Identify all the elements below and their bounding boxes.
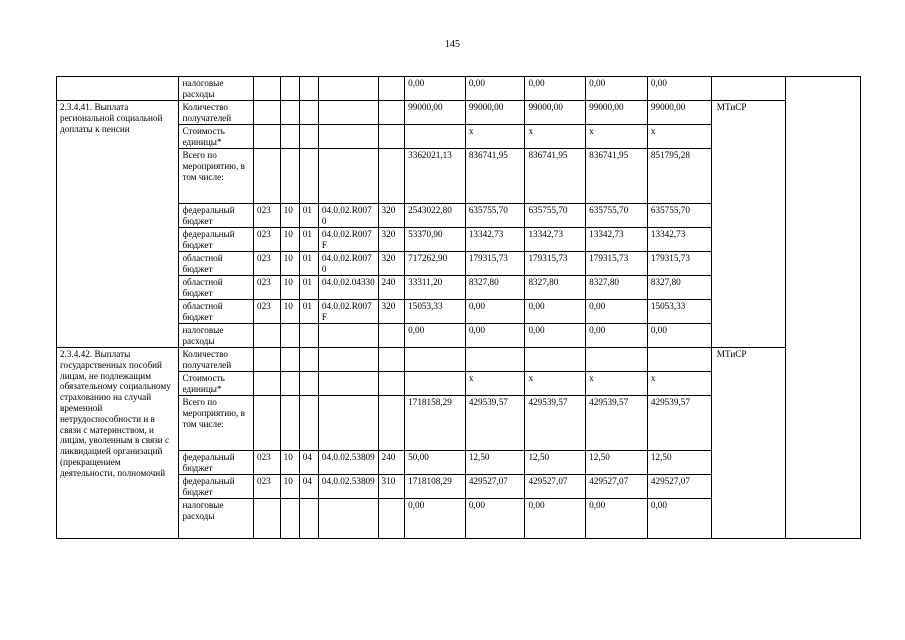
executor-cell xyxy=(711,77,786,101)
grbs-cell: 023 xyxy=(253,252,280,276)
indicator-cell: Всего по мероприятию, в том числе: xyxy=(179,396,254,451)
rz-cell: 10 xyxy=(280,276,299,300)
pr-cell xyxy=(299,77,318,101)
indicator-cell: федеральный бюджет xyxy=(179,475,254,499)
vr-cell xyxy=(378,125,405,149)
grbs-cell: 023 xyxy=(253,276,280,300)
indicator-cell: федеральный бюджет xyxy=(179,204,254,228)
pr-cell xyxy=(299,101,318,125)
year3-cell: 429539,57 xyxy=(586,396,648,451)
year3-cell: 99000,00 xyxy=(586,101,648,125)
csr-cell: 04.0.02.R0070 xyxy=(318,204,378,228)
grbs-cell xyxy=(253,324,280,348)
indicator-cell: областной бюджет xyxy=(179,300,254,324)
vr-cell xyxy=(378,499,405,539)
csr-cell xyxy=(318,348,378,372)
year3-cell: x xyxy=(586,372,648,396)
pr-cell: 01 xyxy=(299,252,318,276)
year4-cell: 635755,70 xyxy=(647,204,711,228)
program-table-wrapper xyxy=(56,76,861,539)
year3-cell: 0,00 xyxy=(586,300,648,324)
year3-cell: 0,00 xyxy=(586,77,648,101)
year1-cell: 99000,00 xyxy=(465,101,525,125)
year4-cell: 12,50 xyxy=(647,451,711,475)
vr-cell xyxy=(378,77,405,101)
rz-cell xyxy=(280,396,299,451)
rz-cell xyxy=(280,77,299,101)
year4-cell: 0,00 xyxy=(647,324,711,348)
grbs-cell: 023 xyxy=(253,228,280,252)
vr-cell xyxy=(378,149,405,204)
indicator-cell: федеральный бюджет xyxy=(179,451,254,475)
vr-cell xyxy=(378,324,405,348)
table-row xyxy=(57,101,861,125)
rz-cell xyxy=(280,125,299,149)
year1-cell: 429539,57 xyxy=(465,396,525,451)
year2-cell: 0,00 xyxy=(525,324,586,348)
pr-cell: 01 xyxy=(299,228,318,252)
rz-cell xyxy=(280,372,299,396)
total-cell: 50,00 xyxy=(405,451,466,475)
last-column-cell xyxy=(786,77,861,539)
year3-cell: 836741,95 xyxy=(586,149,648,204)
year1-cell: 0,00 xyxy=(465,499,525,539)
year1-cell: x xyxy=(465,125,525,149)
table-row xyxy=(57,77,861,101)
year3-cell: 12,50 xyxy=(586,451,648,475)
year1-cell: 0,00 xyxy=(465,324,525,348)
vr-cell xyxy=(378,396,405,451)
vr-cell: 320 xyxy=(378,300,405,324)
total-cell xyxy=(405,372,466,396)
program-table xyxy=(56,76,861,539)
year2-cell: 0,00 xyxy=(525,499,586,539)
year1-cell: 836741,95 xyxy=(465,149,525,204)
year2-cell: 429527,07 xyxy=(525,475,586,499)
indicator-cell: налоговые расходы xyxy=(179,324,254,348)
total-cell: 0,00 xyxy=(405,77,466,101)
year3-cell: 429527,07 xyxy=(586,475,648,499)
csr-cell: 04.0.02.04330 xyxy=(318,276,378,300)
table-body xyxy=(57,77,861,539)
indicator-cell: налоговые расходы xyxy=(179,77,254,101)
year2-cell: 99000,00 xyxy=(525,101,586,125)
grbs-cell xyxy=(253,101,280,125)
grbs-cell: 023 xyxy=(253,300,280,324)
grbs-cell xyxy=(253,499,280,539)
pr-cell xyxy=(299,372,318,396)
pr-cell: 01 xyxy=(299,204,318,228)
vr-cell: 320 xyxy=(378,204,405,228)
vr-cell: 240 xyxy=(378,451,405,475)
executor-cell: МТиСР xyxy=(711,348,786,539)
year3-cell: x xyxy=(586,125,648,149)
rz-cell: 10 xyxy=(280,252,299,276)
year1-cell: 0,00 xyxy=(465,77,525,101)
year1-cell xyxy=(465,348,525,372)
grbs-cell: 023 xyxy=(253,451,280,475)
grbs-cell xyxy=(253,77,280,101)
csr-cell xyxy=(318,125,378,149)
year1-cell: 179315,73 xyxy=(465,252,525,276)
year3-cell: 0,00 xyxy=(586,324,648,348)
rz-cell xyxy=(280,348,299,372)
csr-cell: 04.0.02.53809 xyxy=(318,451,378,475)
year4-cell: x xyxy=(647,125,711,149)
csr-cell: 04.0.02.R007F xyxy=(318,300,378,324)
vr-cell xyxy=(378,101,405,125)
indicator-cell: федеральный бюджет xyxy=(179,228,254,252)
total-cell: 53370,90 xyxy=(405,228,466,252)
grbs-cell xyxy=(253,125,280,149)
year3-cell xyxy=(586,348,648,372)
year4-cell xyxy=(647,348,711,372)
year4-cell: 0,00 xyxy=(647,499,711,539)
csr-cell xyxy=(318,149,378,204)
csr-cell xyxy=(318,396,378,451)
total-cell: 2543022,80 xyxy=(405,204,466,228)
grbs-cell xyxy=(253,149,280,204)
total-cell: 15053,33 xyxy=(405,300,466,324)
pr-cell xyxy=(299,125,318,149)
total-cell: 33311,20 xyxy=(405,276,466,300)
csr-cell: 04.0.02.R007F xyxy=(318,228,378,252)
year1-cell: 12,50 xyxy=(465,451,525,475)
rz-cell: 10 xyxy=(280,451,299,475)
year4-cell: 851795,28 xyxy=(647,149,711,204)
year4-cell: 0,00 xyxy=(647,77,711,101)
rz-cell xyxy=(280,324,299,348)
year1-cell: 429527,07 xyxy=(465,475,525,499)
vr-cell: 320 xyxy=(378,252,405,276)
rz-cell xyxy=(280,101,299,125)
year2-cell: 12,50 xyxy=(525,451,586,475)
year2-cell xyxy=(525,348,586,372)
year2-cell: 429539,57 xyxy=(525,396,586,451)
pr-cell: 01 xyxy=(299,276,318,300)
grbs-cell xyxy=(253,372,280,396)
year4-cell: 429539,57 xyxy=(647,396,711,451)
year4-cell: 8327,80 xyxy=(647,276,711,300)
rz-cell xyxy=(280,499,299,539)
year2-cell: 8327,80 xyxy=(525,276,586,300)
grbs-cell xyxy=(253,348,280,372)
rz-cell: 10 xyxy=(280,300,299,324)
indicator-cell: Стоимость единицы* xyxy=(179,372,254,396)
vr-cell: 310 xyxy=(378,475,405,499)
year3-cell: 0,00 xyxy=(586,499,648,539)
page-number: 145 xyxy=(445,39,460,50)
csr-cell xyxy=(318,499,378,539)
indicator-cell: налоговые расходы xyxy=(179,499,254,539)
vr-cell xyxy=(378,372,405,396)
year2-cell: 635755,70 xyxy=(525,204,586,228)
indicator-cell: Количество получателей xyxy=(179,101,254,125)
year4-cell: 15053,33 xyxy=(647,300,711,324)
year1-cell: 8327,80 xyxy=(465,276,525,300)
grbs-cell: 023 xyxy=(253,204,280,228)
total-cell: 0,00 xyxy=(405,324,466,348)
measure-name-cell xyxy=(57,77,179,101)
year4-cell: x xyxy=(647,372,711,396)
pr-cell: 04 xyxy=(299,451,318,475)
table-row xyxy=(57,348,861,372)
year1-cell: 0,00 xyxy=(465,300,525,324)
year2-cell: 836741,95 xyxy=(525,149,586,204)
year2-cell: 13342,73 xyxy=(525,228,586,252)
measure-name-cell: 2.3.4.42. Выплаты государственных пособий лицам, не подлежащим обязательному социальному страхованию на случай временной нетрудоспособности и в связи с материнством, и лицам, уволенным в связи с ликвидацией организаций (прекращением деятельности, полномочий xyxy=(57,348,179,539)
indicator-cell: Количество получателей xyxy=(179,348,254,372)
year1-cell: 635755,70 xyxy=(465,204,525,228)
pr-cell xyxy=(299,324,318,348)
year3-cell: 179315,73 xyxy=(586,252,648,276)
year3-cell: 13342,73 xyxy=(586,228,648,252)
year1-cell: x xyxy=(465,372,525,396)
year3-cell: 8327,80 xyxy=(586,276,648,300)
csr-cell xyxy=(318,324,378,348)
indicator-cell: Всего по мероприятию, в том числе: xyxy=(179,149,254,204)
year2-cell: x xyxy=(525,125,586,149)
total-cell: 0,00 xyxy=(405,499,466,539)
vr-cell xyxy=(378,348,405,372)
year3-cell: 635755,70 xyxy=(586,204,648,228)
pr-cell: 04 xyxy=(299,475,318,499)
indicator-cell: областной бюджет xyxy=(179,252,254,276)
pr-cell xyxy=(299,348,318,372)
indicator-cell: Стоимость единицы* xyxy=(179,125,254,149)
total-cell xyxy=(405,348,466,372)
rz-cell xyxy=(280,149,299,204)
vr-cell: 240 xyxy=(378,276,405,300)
total-cell: 3362021,13 xyxy=(405,149,466,204)
total-cell xyxy=(405,125,466,149)
year4-cell: 13342,73 xyxy=(647,228,711,252)
csr-cell: 04.0.02.R0070 xyxy=(318,252,378,276)
year2-cell: 0,00 xyxy=(525,300,586,324)
csr-cell: 04.0.02.53809 xyxy=(318,475,378,499)
year4-cell: 99000,00 xyxy=(647,101,711,125)
csr-cell xyxy=(318,372,378,396)
csr-cell xyxy=(318,101,378,125)
year4-cell: 179315,73 xyxy=(647,252,711,276)
year2-cell: 0,00 xyxy=(525,77,586,101)
csr-cell xyxy=(318,77,378,101)
grbs-cell: 023 xyxy=(253,475,280,499)
year4-cell: 429527,07 xyxy=(647,475,711,499)
grbs-cell xyxy=(253,396,280,451)
total-cell: 1718158,29 xyxy=(405,396,466,451)
pr-cell xyxy=(299,499,318,539)
pr-cell xyxy=(299,396,318,451)
executor-cell: МТиСР xyxy=(711,101,786,348)
total-cell: 717262,90 xyxy=(405,252,466,276)
rz-cell: 10 xyxy=(280,204,299,228)
total-cell: 1718108,29 xyxy=(405,475,466,499)
indicator-cell: областной бюджет xyxy=(179,276,254,300)
year2-cell: x xyxy=(525,372,586,396)
measure-name-cell: 2.3.4.41. Выплата региональной социальной доплаты к пенсии xyxy=(57,101,179,348)
total-cell: 99000,00 xyxy=(405,101,466,125)
pr-cell xyxy=(299,149,318,204)
vr-cell: 320 xyxy=(378,228,405,252)
year2-cell: 179315,73 xyxy=(525,252,586,276)
rz-cell: 10 xyxy=(280,228,299,252)
rz-cell: 10 xyxy=(280,475,299,499)
year1-cell: 13342,73 xyxy=(465,228,525,252)
pr-cell: 01 xyxy=(299,300,318,324)
